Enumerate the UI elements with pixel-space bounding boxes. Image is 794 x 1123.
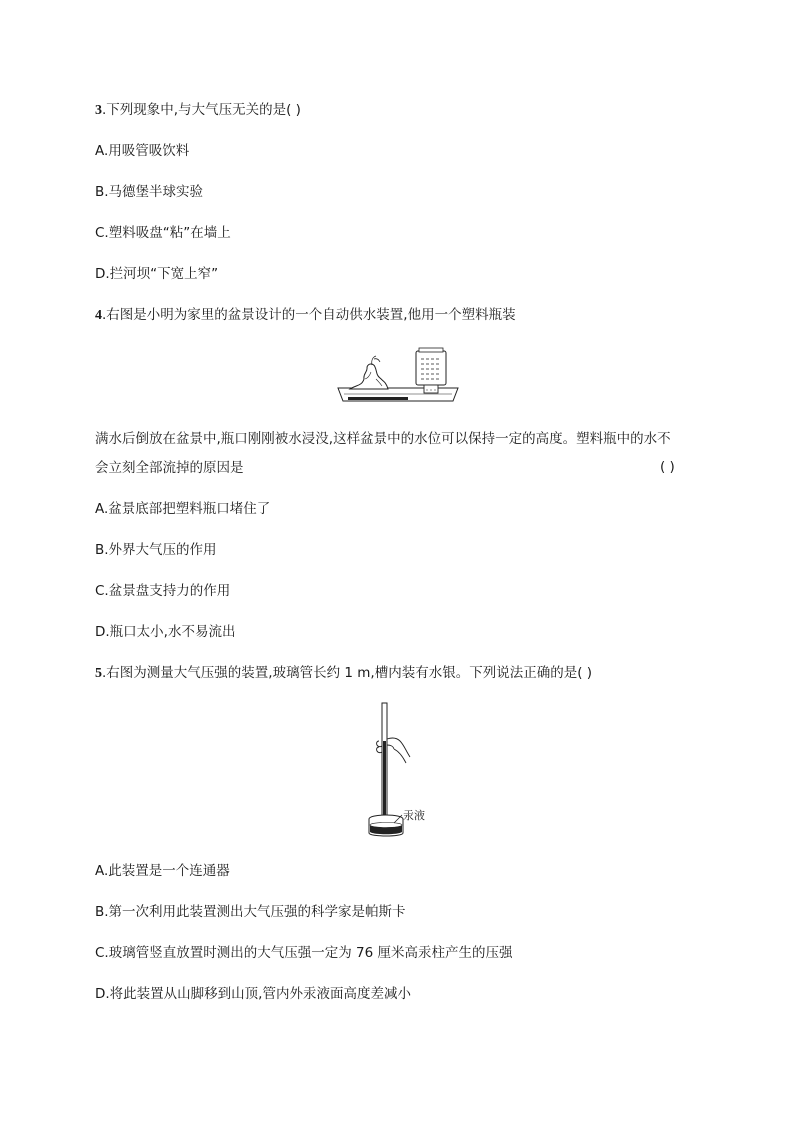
q5-option-c: C.玻璃管竖直放置时测出的大气压强一定为 76 厘米高汞柱产生的压强 bbox=[95, 945, 513, 961]
bonsai-figure bbox=[336, 345, 460, 407]
q3-number: 3 bbox=[95, 103, 102, 118]
q4-stem-continued-2: 会立刻全部流掉的原因是 bbox=[95, 460, 244, 476]
q3-stem bbox=[95, 101, 301, 120]
q3-stem-text: .下列现象中,与大气压无关的是( ) bbox=[102, 102, 301, 118]
q4-answer-blank: ( ) bbox=[660, 459, 675, 475]
q4-option-d: D.瓶口太小,水不易流出 bbox=[95, 624, 236, 640]
q5-option-a: A.此装置是一个连通器 bbox=[95, 863, 230, 879]
q3-option-c: C.塑料吸盘“粘”在墙上 bbox=[95, 225, 231, 241]
q4-stem-continued-1: 满水后倒放在盆景中,瓶口刚刚被水浸没,这样盆景中的水位可以保持一定的高度。塑料瓶中的水不 bbox=[95, 431, 671, 447]
q5-number: 5 bbox=[95, 666, 102, 681]
q4-stem bbox=[95, 306, 516, 325]
q4-number: 4 bbox=[95, 308, 102, 323]
q4-option-a: A.盆景底部把塑料瓶口堵住了 bbox=[95, 501, 271, 517]
q5-stem bbox=[95, 664, 592, 683]
q4-stem-text: .右图是小明为家里的盆景设计的一个自动供水装置,他用一个塑料瓶装 bbox=[102, 307, 516, 323]
q5-option-d: D.将此装置从山脚移到山顶,管内外汞液面高度差减小 bbox=[95, 986, 411, 1002]
q4-option-c: C.盆景盘支持力的作用 bbox=[95, 583, 231, 599]
q5-stem-text: .右图为测量大气压强的装置,玻璃管长约 1 m,槽内装有水银。下列说法正确的是( ) bbox=[102, 665, 593, 681]
torricelli-barometer-figure bbox=[360, 701, 440, 841]
q5-option-b: B.第一次利用此装置测出大气压强的科学家是帕斯卡 bbox=[95, 904, 406, 920]
q3-option-b: B.马德堡半球实验 bbox=[95, 184, 204, 200]
q3-option-d: D.拦河坝“下宽上窄” bbox=[95, 266, 219, 282]
mercury-label: 汞液 bbox=[403, 809, 425, 822]
q3-option-a: A.用吸管吸饮料 bbox=[95, 143, 190, 159]
q4-option-b: B.外界大气压的作用 bbox=[95, 542, 217, 558]
